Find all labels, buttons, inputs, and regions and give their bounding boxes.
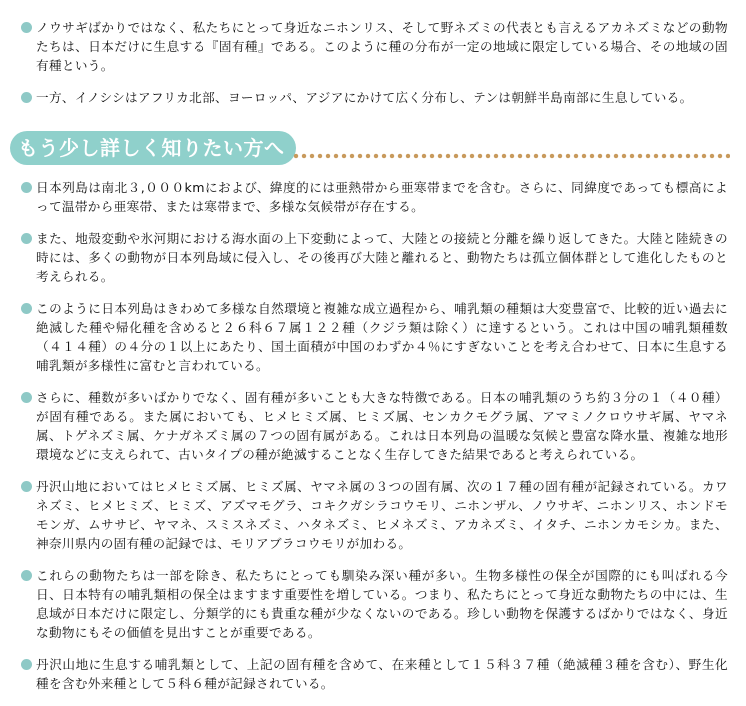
paragraph-text: 日本列島は南北３,０００kmにおよび、緯度的には亜熱帯から亜寒帯までを含む。さらに、同緯度であっても標高によって温帯から亜寒帯、または寒帯まで、多様な気候帯が存在する。 [36,180,728,214]
detail-paragraph [0,655,746,693]
detail-paragraph [0,299,746,375]
paragraph-text: このように日本列島はきわめて多様な自然環境と複雑な成立過程から、哺乳類の種類は大変豊富で、比較的近い過去に絶滅した種や帰化種を含めると２６科６７属１２２種（クジラ類は除く）に達するという。これは中国の哺乳類種数（４１４種）の４分の１以上にあたり、国土面積が中国のわずか４％にすぎないことを考え合わせて、日本に生息する哺乳類が多様性に富むと言われている。 [36,301,728,373]
dotted-divider [292,153,730,159]
paragraph-text: 一方、イノシシはアフリカ北部、ヨーロッパ、アジアにかけて広く分布し、テンは朝鮮半島南部に生息している。 [36,90,693,105]
bullet-icon [21,92,32,103]
paragraph-text: これらの動物たちは一部を除き、私たちにとっても馴染み深い種が多い。生物多様性の保全が国際的にも叫ばれる今日、日本特有の哺乳類相の保全はますます重要性を増している。つまり、私たちにとって身近な動物たちの中には、生息域が日本だけに限定し、分類学的にも貴重な種が少なくないのである。珍しい動物を保護するばかりではなく、身近な動物にもその価値を見出すことが重要である。 [36,568,728,640]
detail-paragraph [0,477,746,553]
bullet-icon [21,481,32,492]
intro-paragraph [0,88,746,107]
bullet-icon [21,233,32,244]
detail-paragraph [0,178,746,216]
bullet-icon [21,303,32,314]
detail-section [0,178,746,706]
paragraph-text: 丹沢山地においてはヒメヒミズ属、ヒミズ属、ヤマネ属の３つの固有属、次の１７種の固有種が記録されている。カワネズミ、ヒメヒミズ、ヒミズ、アズマモグラ、コキクガシラコウモリ、ニホンザル、ノウサギ、ニホンリス、ホンドモモンガ、ムササビ、ヤマネ、スミスネズミ、ハタネズミ、ヒメネズミ、アカネズミ、イタチ、ニホンカモシカ。また、神奈川県内の固有種の記録では、モリアブラコウモリが加わる。 [36,479,728,551]
bullet-icon [21,22,32,33]
paragraph-text: ノウサギばかりではなく、私たちにとって身近なニホンリス、そして野ネズミの代表とも言えるアカネズミなどの動物たちは、日本だけに生息する『固有種』である。このように種の分布が一定の地域に限定している場合、その地域の固有種という。 [36,20,728,73]
bullet-icon [21,570,32,581]
section-heading: もう少し詳しく知りたい方へ [18,136,285,160]
bullet-icon [21,392,32,403]
intro-paragraph [0,18,746,75]
detail-paragraph [0,566,746,642]
paragraph-text: また、地殻変動や氷河期における海水面の上下変動によって、大陸との接続と分離を繰り返してきた。大陸と陸続きの時には、多くの動物が日本列島域に侵入し、その後再び大陸と離れると、動物たちは孤立個体群として進化したものと考えられる。 [36,231,728,284]
bullet-icon [21,182,32,193]
detail-paragraph [0,229,746,286]
intro-section [0,18,746,120]
paragraph-text: さらに、種数が多いばかりでなく、固有種が多いことも大きな特徴である。日本の哺乳類のうち約３分の１（４０種）が固有種である。また属においても、ヒメヒミズ属、ヒミズ属、センカクモグラ属、アマミノクロウサギ属、ヤマネ属、トゲネズミ属、ケナガネズミ属の７つの固有属がある。これは日本列島の温暖な気候と豊富な降水量、複雑な地形環境などに支えられて、古いタイプの種が絶滅することなく生存してきた結果であると考えられている。 [36,390,728,462]
detail-paragraph [0,388,746,464]
bullet-icon [21,659,32,670]
paragraph-text: 丹沢山地に生息する哺乳類として、上記の固有種を含めて、在来種として１５科３７種（絶滅種３種を含む）、野生化種を含む外来種として５科６種が記録されている。 [36,657,728,691]
